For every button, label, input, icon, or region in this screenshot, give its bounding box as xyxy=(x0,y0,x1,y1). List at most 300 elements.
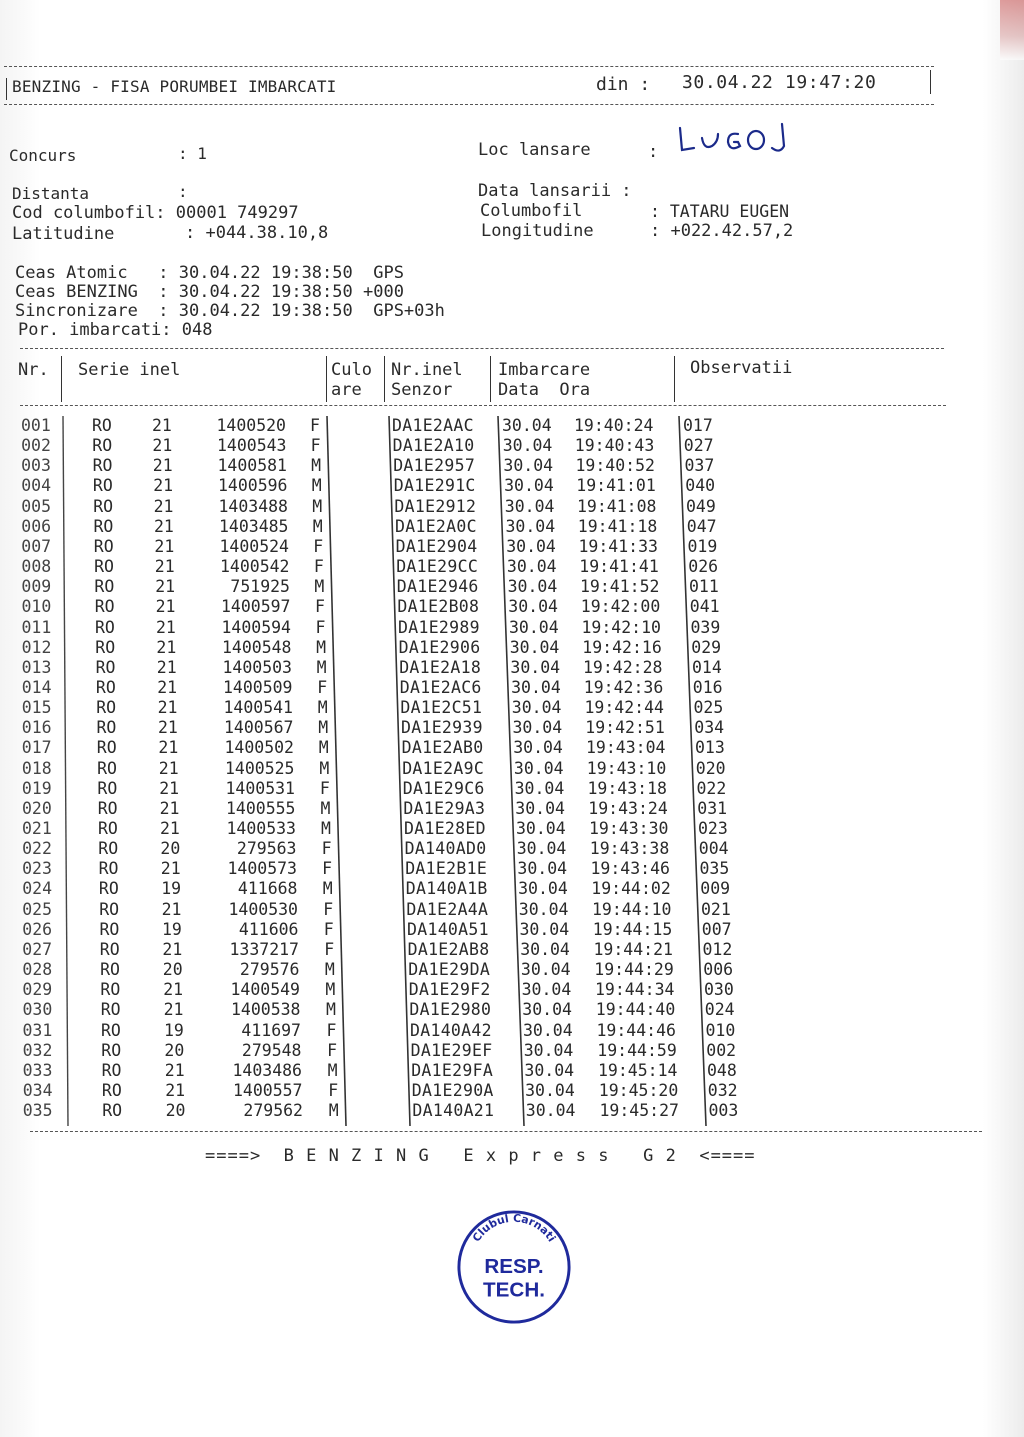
cell-ro: RO xyxy=(96,698,117,718)
table-row xyxy=(0,1061,1024,1081)
cell-date: 30.04 xyxy=(509,637,560,657)
cell-snz: DA1E2C51 xyxy=(400,698,483,718)
cell-obs: 029 xyxy=(691,637,722,657)
cell-time: 19:43:46 xyxy=(590,859,670,879)
table-row xyxy=(0,416,1024,436)
cell-sx: F xyxy=(313,557,324,577)
cell-yr: 21 xyxy=(158,718,178,738)
table-row xyxy=(0,456,1024,476)
cell-num: 1400549 xyxy=(230,980,300,1000)
cell-snz: DA1E29A3 xyxy=(403,798,486,818)
cell-num: 279548 xyxy=(241,1040,302,1060)
cell-yr: 21 xyxy=(154,536,175,556)
cell-yr: 21 xyxy=(165,1080,186,1100)
cell-sx: F xyxy=(310,436,321,456)
cell-snz: DA1E2980 xyxy=(409,1000,492,1020)
cell-sx: F xyxy=(315,597,325,617)
table-row xyxy=(0,1021,1024,1041)
cell-snz: DA1E2989 xyxy=(398,617,480,637)
cell-sx: M xyxy=(319,758,330,778)
cell-date: 30.04 xyxy=(502,416,552,435)
cell-snz: DA1E2904 xyxy=(395,536,478,556)
stamp-line-2: TECH. xyxy=(483,1278,545,1302)
table-header-bottom-border xyxy=(20,405,946,406)
cell-yr: 21 xyxy=(160,859,181,879)
cell-num: 1403485 xyxy=(218,516,289,536)
concurs-value: : 1 xyxy=(178,144,207,163)
cell-time: 19:41:52 xyxy=(580,577,660,597)
table-row xyxy=(0,839,1024,859)
cell-obs: 007 xyxy=(701,919,732,939)
cell-num: 279576 xyxy=(239,960,300,980)
cell-ro: RO xyxy=(95,637,116,657)
cell-obs: 002 xyxy=(706,1040,737,1060)
cell-ro: RO xyxy=(97,798,118,818)
cell-obs: 030 xyxy=(704,980,734,1000)
cell-yr: 21 xyxy=(163,1000,184,1020)
table-row xyxy=(0,1101,1024,1121)
cell-yr: 21 xyxy=(159,798,180,818)
latitudine-label: Latitudine xyxy=(12,224,115,244)
cell-obs: 021 xyxy=(701,899,731,919)
cell-sx: M xyxy=(312,516,323,536)
cell-sx: M xyxy=(311,476,322,496)
cell-obs: 011 xyxy=(689,577,719,597)
ceas-benzing: Ceas BENZING : 30.04.22 19:38:50 +000 xyxy=(15,282,404,302)
cell-num: 1400509 xyxy=(222,677,293,697)
cell-sx: F xyxy=(322,859,333,879)
cell-sx: M xyxy=(327,1060,338,1080)
cell-date: 30.04 xyxy=(516,819,566,838)
cell-ro: RO xyxy=(93,496,114,516)
cell-time: 19:45:14 xyxy=(598,1060,678,1080)
hdr-sep-2 xyxy=(326,356,327,402)
cell-snz: DA1E2AB8 xyxy=(407,939,490,959)
cell-nr: 017 xyxy=(21,738,52,758)
concurs-label: Concurs xyxy=(9,146,77,165)
cell-obs: 003 xyxy=(708,1101,739,1121)
cell-date: 30.04 xyxy=(505,516,556,536)
cell-sx: F xyxy=(328,1080,339,1100)
cell-obs: 047 xyxy=(686,516,717,536)
cell-obs: 032 xyxy=(707,1080,738,1100)
cell-nr: 014 xyxy=(21,677,52,697)
table-row xyxy=(0,436,1024,456)
cell-nr: 026 xyxy=(22,919,53,939)
cell-nr: 024 xyxy=(22,879,53,899)
cell-num: 1337217 xyxy=(229,939,299,959)
cell-time: 19:42:28 xyxy=(583,657,663,677)
cell-snz: DA1E29FA xyxy=(411,1060,494,1080)
cell-num: 1400533 xyxy=(226,819,296,838)
col-header-serie: Serie inel xyxy=(78,360,181,380)
club-stamp xyxy=(455,1208,573,1326)
cell-yr: 21 xyxy=(158,738,179,758)
cell-obs: 040 xyxy=(685,476,716,496)
cell-obs: 023 xyxy=(698,819,728,838)
table-row xyxy=(0,517,1024,537)
cell-time: 19:43:04 xyxy=(586,738,666,758)
cell-sx: M xyxy=(322,879,333,899)
cell-nr: 025 xyxy=(22,899,53,919)
cell-nr: 030 xyxy=(22,1000,53,1020)
cell-yr: 21 xyxy=(163,980,184,1000)
cell-yr: 21 xyxy=(154,557,175,577)
table-row xyxy=(0,738,1024,758)
cell-date: 30.04 xyxy=(520,939,570,959)
cell-obs: 034 xyxy=(694,718,725,738)
latitudine-value: : +044.38.10,8 xyxy=(185,223,329,243)
cell-obs: 025 xyxy=(693,698,724,718)
cell-nr: 015 xyxy=(21,698,52,718)
cell-snz: DA1E2AC6 xyxy=(399,677,482,697)
cell-nr: 034 xyxy=(22,1080,53,1100)
cell-obs: 027 xyxy=(683,436,714,456)
cell-date: 30.04 xyxy=(504,496,555,516)
table-row xyxy=(0,879,1024,899)
cell-snz: DA1E29F2 xyxy=(408,980,491,1000)
cell-num: 1400543 xyxy=(216,436,287,456)
cell-time: 19:42:36 xyxy=(583,677,664,697)
cell-date: 30.04 xyxy=(524,1060,575,1080)
table-row xyxy=(0,940,1024,960)
cell-yr: 21 xyxy=(155,577,176,597)
cell-snz: DA1E29DA xyxy=(408,960,491,980)
cell-obs: 020 xyxy=(695,758,726,778)
cell-nr: 013 xyxy=(21,657,52,677)
cell-num: 1400573 xyxy=(227,859,297,879)
header-top-border xyxy=(4,66,934,67)
cell-nr: 010 xyxy=(21,597,52,617)
cell-num: 1400597 xyxy=(220,597,291,617)
table-row xyxy=(0,980,1024,1000)
cell-num: 1400520 xyxy=(216,416,286,435)
cell-snz: DA1E2A4A xyxy=(406,899,489,919)
cell-date: 30.04 xyxy=(518,899,569,919)
cell-sx: M xyxy=(324,960,335,980)
cell-snz: DA1E2906 xyxy=(398,637,481,657)
table-row xyxy=(0,557,1024,577)
cell-obs: 041 xyxy=(689,597,720,617)
table-row xyxy=(0,759,1024,779)
cell-ro: RO xyxy=(98,839,119,859)
date-label: din : xyxy=(596,74,651,95)
cell-date: 30.04 xyxy=(502,436,553,456)
cell-sx: F xyxy=(323,899,334,919)
cell-time: 19:42:10 xyxy=(581,617,661,637)
cell-time: 19:44:10 xyxy=(592,899,672,919)
cell-yr: 21 xyxy=(156,657,177,677)
cell-ro: RO xyxy=(101,1040,122,1060)
cell-date: 30.04 xyxy=(509,617,559,637)
cell-obs: 019 xyxy=(687,536,718,556)
cell-num: 1400596 xyxy=(217,476,288,496)
cell-date: 30.04 xyxy=(520,960,571,980)
cell-date: 30.04 xyxy=(503,456,554,476)
distanta-value: : xyxy=(178,182,188,201)
cell-time: 19:43:30 xyxy=(589,819,669,838)
cell-time: 19:42:51 xyxy=(585,718,665,738)
handwritten-location xyxy=(676,118,796,158)
cell-num: 1400524 xyxy=(219,536,289,556)
cell-nr: 020 xyxy=(22,798,52,818)
cell-yr: 21 xyxy=(153,476,174,496)
cell-num: 1403488 xyxy=(218,496,288,516)
cell-yr: 21 xyxy=(155,597,176,617)
col-header-culoare-1: Culo xyxy=(331,360,372,380)
cell-ro: RO xyxy=(92,416,112,435)
cell-date: 30.04 xyxy=(521,980,572,1000)
footer-brand: ====> B E N Z I N G E x p r e s s G 2 <==== xyxy=(205,1146,756,1166)
cell-snz: DA1E2946 xyxy=(396,577,479,597)
hdr-sep-4 xyxy=(490,356,491,402)
cell-num: 411668 xyxy=(237,879,298,899)
cell-snz: DA140A42 xyxy=(410,1020,492,1040)
cell-yr: 21 xyxy=(161,899,182,919)
cell-yr: 21 xyxy=(164,1060,185,1080)
cell-nr: 001 xyxy=(21,416,51,435)
col-header-imbarcare-1: Imbarcare xyxy=(498,360,591,380)
loc-lansare-colon: : xyxy=(648,142,659,162)
header-bottom-border xyxy=(4,104,934,105)
cell-num: 411697 xyxy=(241,1020,301,1040)
cell-yr: 21 xyxy=(152,436,173,456)
hdr-sep-1 xyxy=(61,356,62,402)
longitudine-value: : +022.42.57,2 xyxy=(650,221,794,241)
cell-sx: F xyxy=(315,617,326,637)
table-row xyxy=(0,597,1024,617)
cell-time: 19:44:02 xyxy=(591,879,671,899)
stamp-arc-text: Clubul Carnati xyxy=(469,1211,559,1245)
cell-num: 1403486 xyxy=(232,1060,302,1080)
table-row xyxy=(0,1041,1024,1061)
cell-obs: 039 xyxy=(690,617,721,637)
longitudine-label: Longitudine xyxy=(481,221,594,241)
cell-sx: F xyxy=(317,677,328,697)
cell-time: 19:43:24 xyxy=(588,798,668,818)
cell-yr: 20 xyxy=(162,960,183,980)
cell-ro: RO xyxy=(101,1080,122,1100)
cell-time: 19:40:52 xyxy=(575,456,655,476)
cell-date: 30.04 xyxy=(508,597,558,617)
table-row xyxy=(0,497,1024,517)
cell-num: 1400503 xyxy=(222,657,292,677)
cell-ro: RO xyxy=(99,939,120,959)
cell-num: 1400581 xyxy=(217,456,287,476)
cell-sx: M xyxy=(316,657,327,677)
cell-nr: 035 xyxy=(22,1101,53,1121)
cell-ro: RO xyxy=(98,879,119,899)
cell-obs: 024 xyxy=(704,1000,735,1020)
cell-obs: 048 xyxy=(707,1060,737,1080)
cell-time: 19:41:18 xyxy=(577,516,658,536)
table-row xyxy=(0,537,1024,557)
cell-sx: F xyxy=(310,416,320,435)
cell-ro: RO xyxy=(93,516,114,536)
cell-ro: RO xyxy=(101,1020,121,1040)
cell-num: 1400538 xyxy=(230,1000,301,1020)
cell-ro: RO xyxy=(102,1101,123,1121)
cell-snz: DA1E2A18 xyxy=(399,657,482,677)
cell-snz: DA1E290A xyxy=(411,1080,494,1100)
page-edge-shadow xyxy=(1000,0,1024,60)
cell-date: 30.04 xyxy=(514,778,565,798)
cell-time: 19:40:43 xyxy=(574,436,655,456)
cell-sx: M xyxy=(311,456,322,476)
cell-obs: 006 xyxy=(703,960,734,980)
cell-yr: 21 xyxy=(157,677,178,697)
cell-yr: 20 xyxy=(160,839,181,859)
cell-date: 30.04 xyxy=(525,1080,575,1100)
cell-nr: 005 xyxy=(21,496,52,516)
table-row xyxy=(0,658,1024,678)
cell-time: 19:41:01 xyxy=(576,476,656,496)
cell-nr: 021 xyxy=(22,819,52,838)
cell-date: 30.04 xyxy=(519,919,570,939)
cell-time: 19:44:29 xyxy=(594,960,674,980)
cell-num: 1400502 xyxy=(224,738,294,758)
cell-yr: 19 xyxy=(161,879,182,899)
report-title: BENZING - FISA PORUMBEI IMBARCATI xyxy=(12,77,337,96)
cell-ro: RO xyxy=(101,1060,122,1080)
cell-sx: M xyxy=(325,980,336,1000)
cell-yr: 21 xyxy=(160,819,180,838)
cell-snz: DA1E29EF xyxy=(410,1040,493,1060)
table-row xyxy=(0,779,1024,799)
cell-ro: RO xyxy=(97,778,118,798)
cell-num: 1400541 xyxy=(223,698,293,718)
cell-nr: 011 xyxy=(21,617,52,637)
cell-ro: RO xyxy=(95,677,116,697)
cell-nr: 019 xyxy=(21,778,52,798)
cell-ro: RO xyxy=(92,436,113,456)
cell-num: 1400567 xyxy=(223,718,294,738)
cell-nr: 012 xyxy=(21,637,52,657)
cell-obs: 035 xyxy=(699,859,730,879)
report-datetime: 30.04.22 19:47:20 xyxy=(682,72,877,93)
cell-obs: 014 xyxy=(692,657,722,677)
cell-time: 19:45:20 xyxy=(598,1080,679,1100)
cell-sx: M xyxy=(328,1101,339,1121)
cell-yr: 21 xyxy=(153,496,174,516)
cell-sx: M xyxy=(320,798,331,818)
cell-date: 30.04 xyxy=(518,879,568,899)
col-header-imbarcare-2: Data Ora xyxy=(498,380,591,400)
cell-time: 19:44:21 xyxy=(593,939,673,959)
cell-time: 19:44:46 xyxy=(596,1020,676,1040)
cell-time: 19:44:59 xyxy=(597,1040,677,1060)
cell-time: 19:40:24 xyxy=(574,416,654,435)
cell-obs: 022 xyxy=(696,778,727,798)
table-row xyxy=(0,920,1024,940)
distanta-label: Distanta xyxy=(12,184,90,203)
cell-time: 19:43:10 xyxy=(586,758,667,778)
cell-date: 30.04 xyxy=(515,798,565,818)
loc-lansare-label: Loc lansare xyxy=(478,140,591,160)
cell-sx: M xyxy=(314,577,325,597)
cell-sx: F xyxy=(323,919,334,939)
table-bottom-border xyxy=(30,1131,982,1132)
cell-yr: 21 xyxy=(159,778,180,798)
cell-num: 279563 xyxy=(236,839,297,859)
cell-sx: F xyxy=(324,939,335,959)
cell-date: 30.04 xyxy=(523,1040,574,1060)
cell-yr: 19 xyxy=(162,919,182,939)
cell-obs: 010 xyxy=(705,1020,736,1040)
porumbei-imbarcati: Por. imbarcati: 048 xyxy=(18,320,213,340)
cell-time: 19:44:40 xyxy=(595,1000,676,1020)
cod-columbofil: Cod columbofil: 00001 749297 xyxy=(12,203,299,223)
cell-snz: DA1E2957 xyxy=(393,456,476,476)
cell-time: 19:43:38 xyxy=(589,839,670,859)
cell-nr: 023 xyxy=(22,859,52,879)
cell-ro: RO xyxy=(98,859,119,879)
columbofil-label: Columbofil xyxy=(480,201,583,221)
cell-time: 19:42:44 xyxy=(584,698,664,718)
table-row xyxy=(0,718,1024,738)
hdr-sep-5 xyxy=(674,356,675,402)
cell-date: 30.04 xyxy=(506,557,557,577)
cell-snz: DA1E2AB0 xyxy=(401,738,484,758)
cell-snz: DA1E2939 xyxy=(401,718,483,738)
cell-ro: RO xyxy=(99,899,120,919)
table-row xyxy=(0,577,1024,597)
col-header-observatii: Observatii xyxy=(690,358,793,378)
cell-nr: 006 xyxy=(21,516,52,536)
col-header-culoare-2: are xyxy=(331,380,362,400)
cell-nr: 016 xyxy=(21,718,52,738)
cell-ro: RO xyxy=(96,738,117,758)
data-lansarii-label: Data lansarii : xyxy=(478,181,632,201)
cell-ro: RO xyxy=(94,597,115,617)
cell-nr: 007 xyxy=(21,536,52,556)
cell-date: 30.04 xyxy=(513,758,564,778)
table-row xyxy=(0,678,1024,698)
cell-yr: 21 xyxy=(156,637,177,657)
cell-date: 30.04 xyxy=(516,839,567,859)
cell-obs: 031 xyxy=(697,798,728,818)
cell-obs: 049 xyxy=(686,496,716,516)
cell-num: 1400525 xyxy=(224,758,295,778)
cell-nr: 033 xyxy=(22,1060,53,1080)
cell-obs: 037 xyxy=(684,456,715,476)
cell-snz: DA140A21 xyxy=(412,1101,495,1121)
cell-ro: RO xyxy=(97,758,117,778)
cell-sx: F xyxy=(313,536,324,556)
table-row xyxy=(0,638,1024,658)
table-header-top-border xyxy=(20,348,944,349)
cell-time: 19:41:41 xyxy=(579,557,659,577)
cell-ro: RO xyxy=(92,476,113,496)
cell-time: 19:44:15 xyxy=(592,919,673,939)
cell-snz: DA1E29C6 xyxy=(402,778,485,798)
col-header-nr: Nr. xyxy=(18,360,49,380)
cell-time: 19:41:08 xyxy=(577,496,657,516)
cell-nr: 029 xyxy=(22,980,53,1000)
cell-date: 30.04 xyxy=(522,1000,572,1020)
cell-yr: 21 xyxy=(158,758,179,778)
cell-num: 411606 xyxy=(238,919,299,939)
cell-snz: DA1E28ED xyxy=(404,819,486,838)
cell-yr: 20 xyxy=(165,1101,186,1121)
cell-sx: M xyxy=(312,496,323,516)
cell-ro: RO xyxy=(96,718,117,738)
cell-ro: RO xyxy=(100,960,120,980)
cell-sx: M xyxy=(318,718,329,738)
cell-snz: DA1E2A0C xyxy=(395,516,477,536)
cell-ro: RO xyxy=(99,919,120,939)
cell-sx: M xyxy=(326,1000,336,1020)
